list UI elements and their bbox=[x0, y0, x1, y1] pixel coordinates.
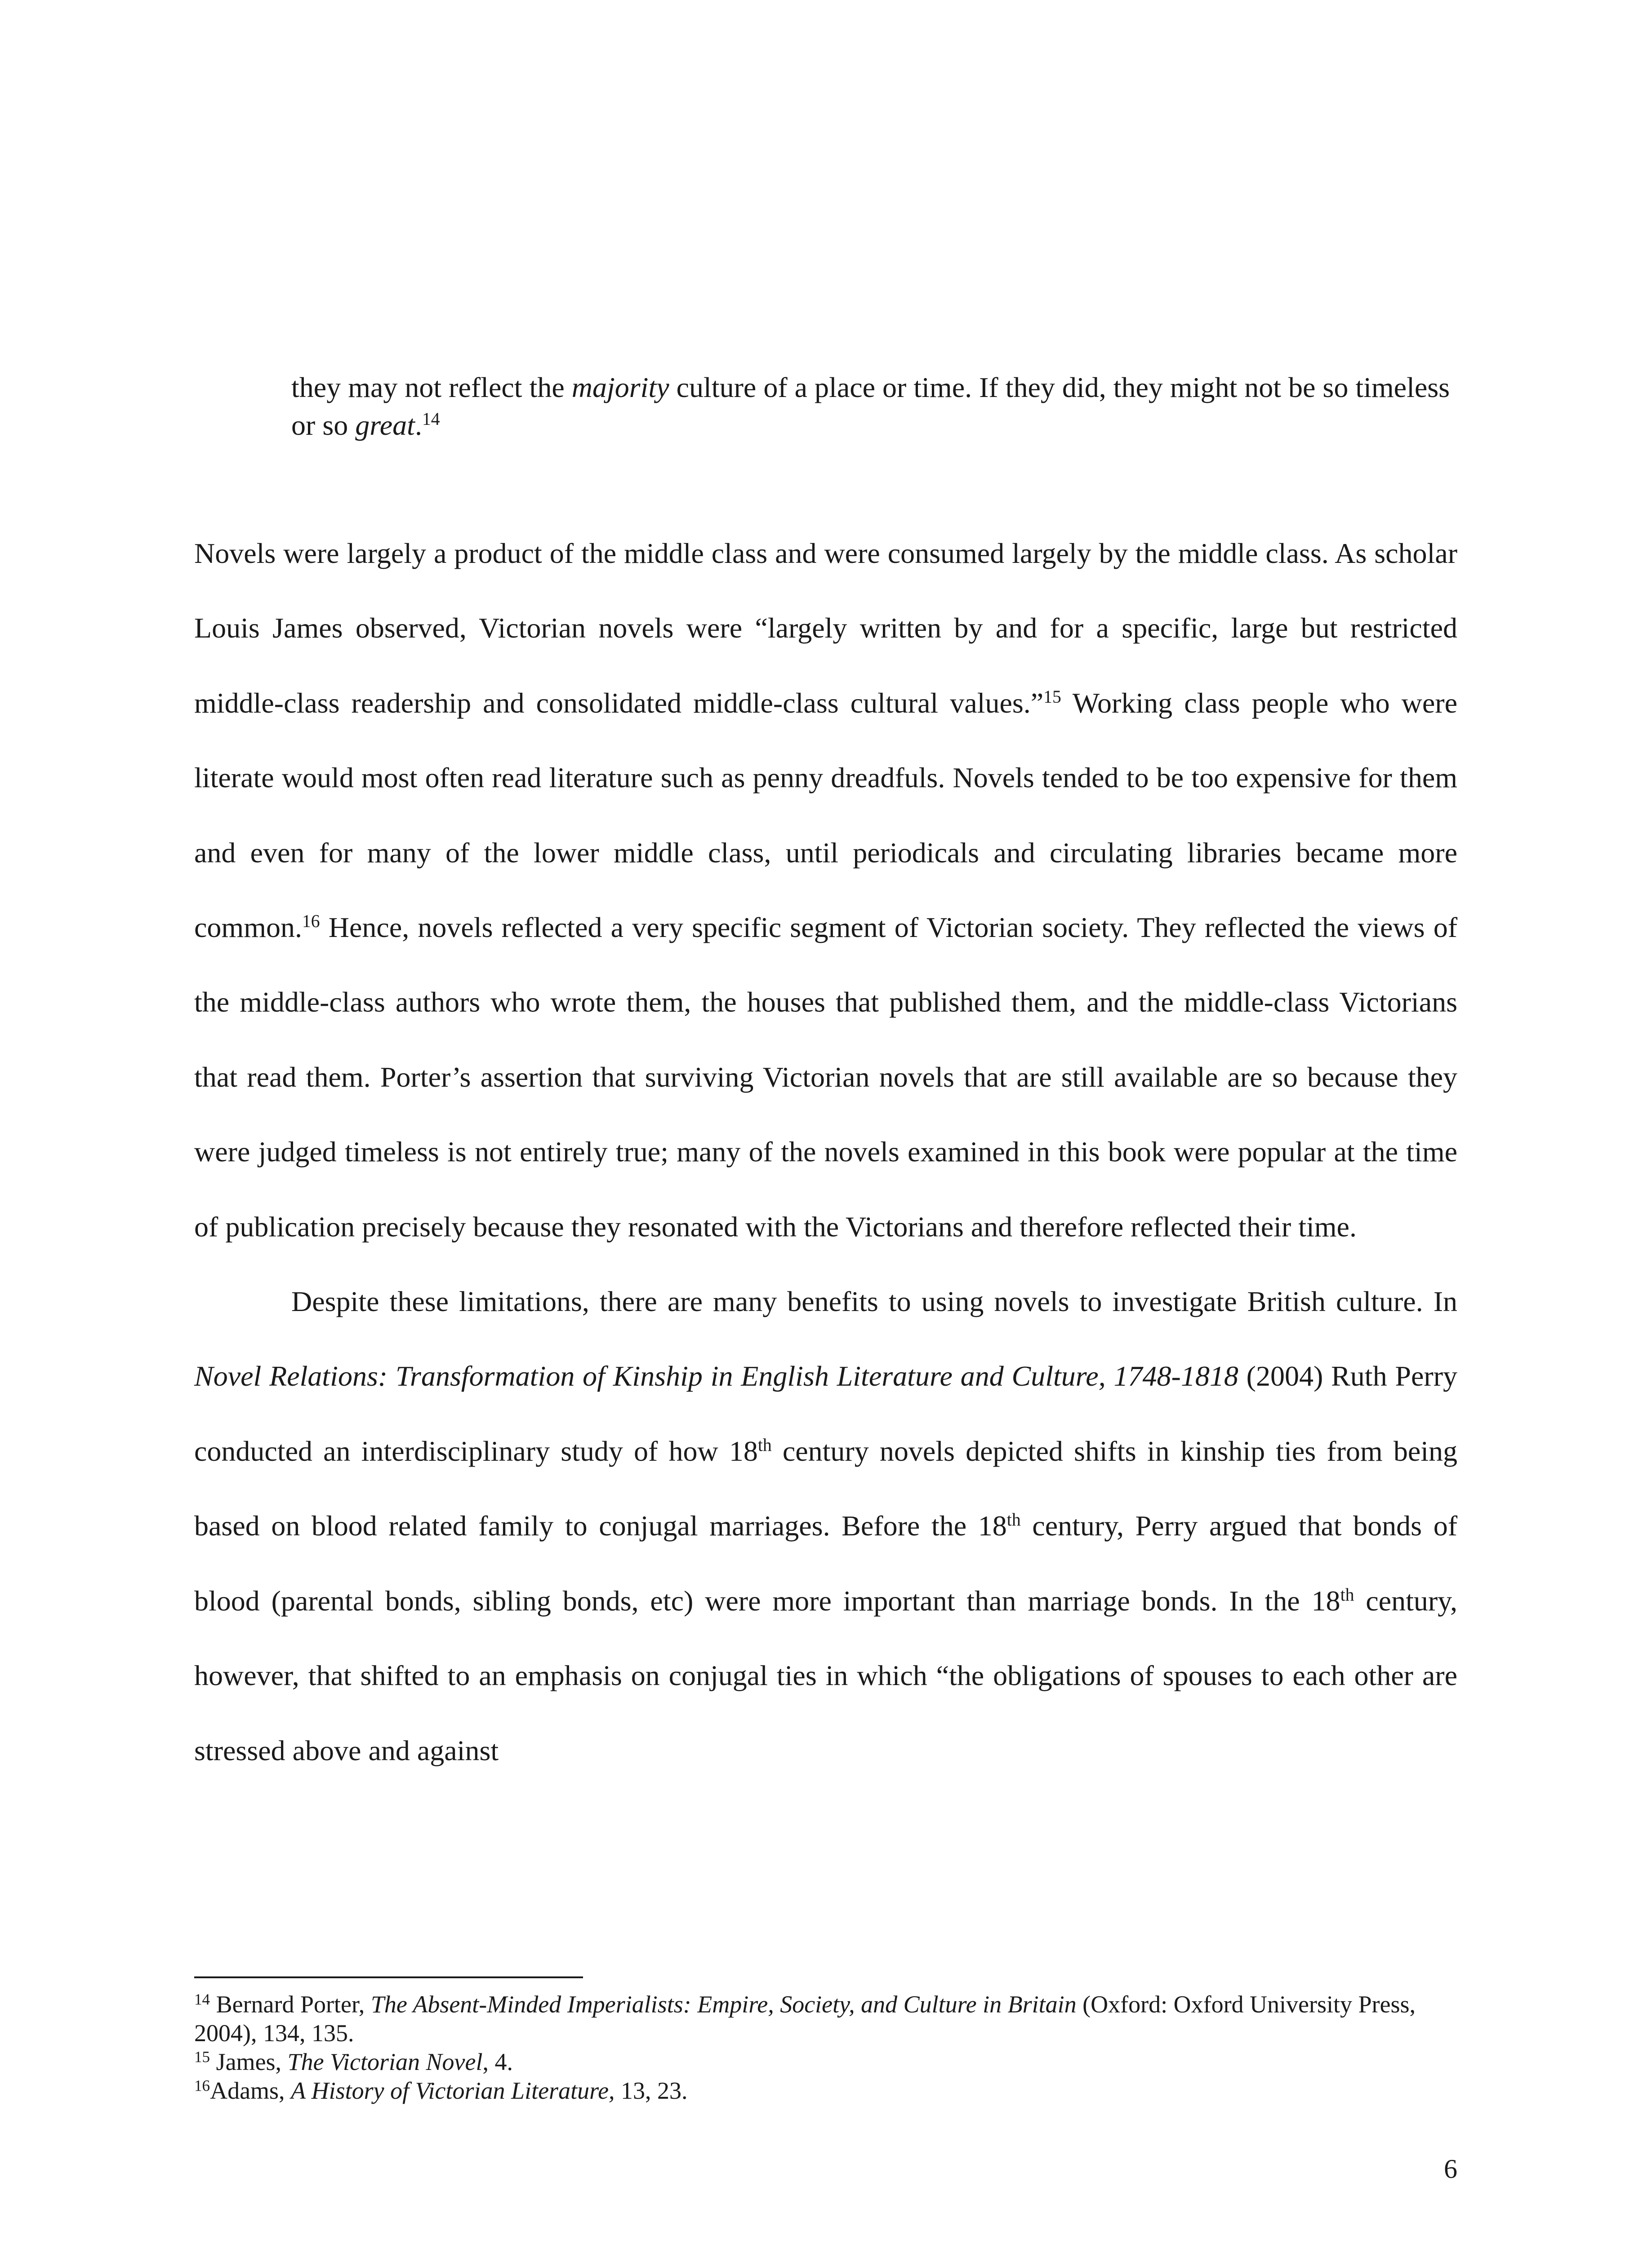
footnote-title: A History of Victorian Literature, bbox=[291, 2077, 615, 2104]
footnote-text: Adams, bbox=[210, 2077, 291, 2104]
quote-text-3: . bbox=[414, 409, 422, 441]
ordinal-suffix: th bbox=[757, 1435, 772, 1455]
footnote-text: (Oxford: Oxford University Press, 2004), 134, 135. bbox=[194, 1991, 1416, 2047]
paragraph-2 bbox=[194, 1264, 1457, 1788]
footnote-number: 15 bbox=[194, 2048, 210, 2066]
quote-text-2: culture of a place or time. If they did, they might not be so timeless or so bbox=[291, 371, 1450, 441]
footnotes bbox=[194, 1990, 1457, 2105]
paragraph-1 bbox=[194, 516, 1457, 1264]
page-number: 6 bbox=[1444, 2154, 1457, 2184]
footnote-text: , 4. bbox=[482, 2048, 513, 2075]
paragraph-2-text-a: Despite these limitations, there are many benefits to using novels to investigate British culture. In bbox=[291, 1285, 1457, 1318]
footnote-ref-15: 15 bbox=[1043, 687, 1061, 707]
footnote-16 bbox=[194, 2076, 1457, 2105]
body-text bbox=[194, 516, 1457, 1788]
footnote-ref-14: 14 bbox=[422, 409, 440, 429]
quote-text-1: they may not reflect the bbox=[291, 371, 572, 403]
footnote-title: The Absent-Minded Imperialists: Empire, Society, and Culture in Britain bbox=[370, 1991, 1077, 2018]
quote-italic-great: great bbox=[355, 409, 415, 441]
footnote-number: 16 bbox=[194, 2077, 210, 2095]
paragraph-2-text-c: century novels depicted shifts in kinship ties from being based on blood related family to conjugal marriages. Before the 18 bbox=[194, 1435, 1458, 1542]
footnote-text: 13, 23. bbox=[614, 2077, 688, 2104]
paragraph-1-text-c: Hence, novels reflected a very specific segment of Victorian society. They reflected the views of the middle-class authors who wrote them, the houses that published them, and the middle-class Victorians that read them. Porter’s assertion that surviving Victorian novels that are still available are so because they were judged timeless is not entirely true; many of the novels examined in this book were popular at the time of publication precisely because they resonated with the Victorians and therefore reflected their time. bbox=[194, 911, 1457, 1243]
footnote-ref-16: 16 bbox=[302, 911, 320, 932]
footnote-14 bbox=[194, 1990, 1457, 2047]
paragraph-1-text-a: Novels were largely a product of the middle class and were consumed largely by the middle class. As scholar Louis James observed, Victorian novels were “largely written by and for a specific, large but restricted middle-class readership and consolidated middle-class cultural values.” bbox=[194, 537, 1457, 719]
quote-italic-majority: majority bbox=[571, 371, 669, 403]
paragraph-1-text-b: Working class people who were literate would most often read literature such as penny dreadfuls. Novels tended to be too expensive for them and even for many of the lower middle class, until periodicals and circulating libraries became more common. bbox=[194, 687, 1458, 944]
ordinal-suffix: th bbox=[1006, 1510, 1021, 1530]
ordinal-suffix: th bbox=[1340, 1584, 1354, 1605]
book-title-novel-relations: Novel Relations: Transformation of Kinship in English Literature and Culture, 1748-1818 bbox=[194, 1360, 1238, 1392]
footnote-text: James, bbox=[210, 2048, 288, 2075]
footnote-number: 14 bbox=[194, 1990, 210, 2008]
paragraph-2-text-b: (2004) Ruth Perry conducted an interdisciplinary study of how 18 bbox=[194, 1360, 1458, 1467]
footnote-separator bbox=[194, 1976, 583, 1978]
paragraph-2-text-e: century, however, that shifted to an emphasis on conjugal ties in which “the obligations of spouses to each other are stressed above and against bbox=[194, 1584, 1458, 1766]
footnote-15 bbox=[194, 2047, 1457, 2076]
paragraph-2-text-d: century, Perry argued that bonds of blood (parental bonds, sibling bonds, etc) were more important than marriage bonds. In the 18 bbox=[194, 1510, 1458, 1617]
footnote-text: Bernard Porter, bbox=[210, 1991, 371, 2018]
block-quote-text bbox=[291, 369, 1460, 444]
footnote-title: The Victorian Novel bbox=[287, 2048, 483, 2075]
block-quote bbox=[291, 369, 1460, 444]
